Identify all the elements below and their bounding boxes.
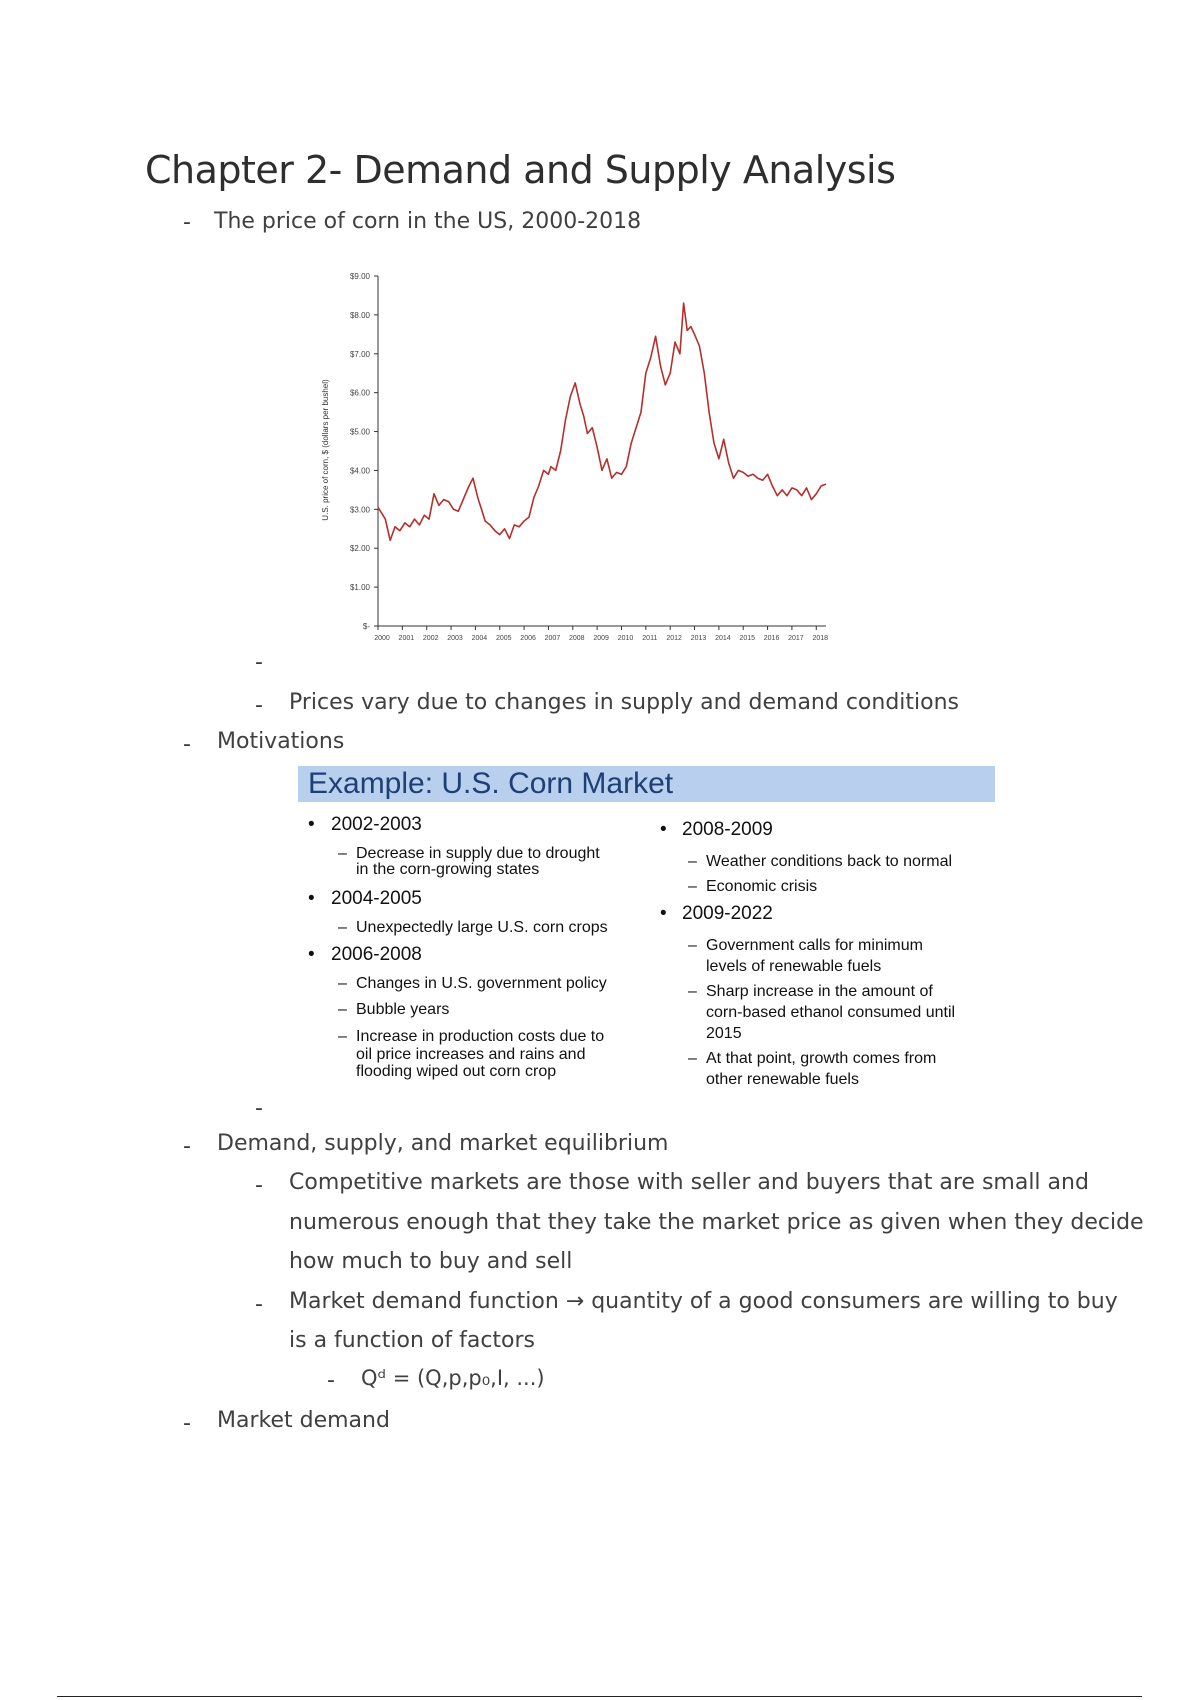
chart-x-tick-label: 2006 bbox=[520, 635, 536, 642]
bullet-dash: - bbox=[183, 1134, 191, 1159]
competitive-line-2: numerous enough that they take the market price as given when they decide bbox=[289, 1210, 1144, 1235]
chart-x-tick-label: 2010 bbox=[617, 635, 634, 642]
chart-x-ticks bbox=[374, 626, 828, 642]
chart-y-ticks bbox=[350, 272, 378, 631]
chart-x-tick-label: 2013 bbox=[690, 635, 707, 642]
chart-y-tick-label: $3.00 bbox=[349, 505, 370, 515]
slide-sub-glyph: – bbox=[338, 1001, 347, 1018]
bullet-dash: - bbox=[327, 1368, 335, 1393]
competitive-line-1: Competitive markets are those with seller and buyers that are small and bbox=[289, 1170, 1089, 1195]
empty-bullet-dash: - bbox=[255, 650, 263, 675]
slide-sub-glyph: – bbox=[688, 983, 697, 1000]
slide-bullet-glyph: • bbox=[308, 888, 315, 909]
chart-x-tick-label: 2011 bbox=[642, 635, 658, 642]
slide-item: At that point, growth comes from bbox=[706, 1050, 937, 1067]
slide-period-2004-2005: 2004-2005 bbox=[331, 888, 422, 909]
slide-item: Bubble years bbox=[356, 1001, 450, 1018]
chart-y-tick-label: $5.00 bbox=[349, 427, 370, 437]
slide-item: Unexpectedly large U.S. corn crops bbox=[356, 919, 608, 936]
slide-period-2002-2003: 2002-2003 bbox=[331, 814, 422, 835]
bullet-motivations: Motivations bbox=[217, 729, 345, 754]
chart-y-tick-label: $2.00 bbox=[349, 544, 370, 554]
chart-x-tick-label: 2009 bbox=[593, 635, 609, 642]
chart-y-axis-label: U.S. price of corn, $ (dollars per bushel) bbox=[321, 379, 330, 521]
chart-x-tick-label: 2012 bbox=[666, 635, 682, 642]
chart-x-tick-label: 2007 bbox=[544, 635, 561, 642]
chart-y-tick-label: $7.00 bbox=[349, 349, 370, 359]
slide-sub-glyph: – bbox=[688, 853, 697, 870]
slide-bullet-glyph: • bbox=[308, 944, 315, 965]
slide-sub-glyph: – bbox=[338, 975, 347, 992]
chart-x-tick-label: 2000 bbox=[374, 635, 390, 642]
slide-period-2008-2009: 2008-2009 bbox=[682, 819, 773, 840]
slide-item: Increase in production costs due to bbox=[356, 1028, 605, 1045]
slide-sub-glyph: – bbox=[338, 845, 347, 862]
chart-series bbox=[378, 303, 826, 540]
corn-price-chart bbox=[310, 260, 840, 650]
bullet-dsme: Demand, supply, and market equilibrium bbox=[217, 1131, 669, 1156]
slide-item: Weather conditions back to normal bbox=[706, 853, 953, 870]
chart-x-tick-label: 2002 bbox=[422, 635, 439, 642]
slide-sub-glyph: – bbox=[688, 878, 697, 895]
slide-item: oil price increases and rains and bbox=[356, 1046, 586, 1063]
demand-function-line-2: is a function of factors bbox=[289, 1328, 536, 1353]
slide-title: Example: U.S. Corn Market bbox=[308, 767, 674, 800]
slide-item: levels of renewable fuels bbox=[706, 958, 882, 975]
slide-sub-glyph: – bbox=[338, 1028, 347, 1045]
slide-item: corn-based ethanol consumed until bbox=[706, 1004, 956, 1021]
chart-y-tick-label: $1.00 bbox=[349, 583, 370, 593]
chart-y-tick-label: $8.00 bbox=[349, 310, 370, 320]
page-bottom-rule bbox=[57, 1696, 1142, 1697]
bullet-corn-price: The price of corn in the US, 2000-2018 bbox=[214, 209, 642, 234]
chart-x-tick-label: 2014 bbox=[715, 635, 731, 642]
chart-x-tick-label: 2005 bbox=[495, 635, 512, 642]
slide-title-band bbox=[298, 766, 995, 802]
chart-x-tick-label: 2004 bbox=[471, 635, 488, 642]
chart-x-tick-label: 2016 bbox=[763, 635, 780, 642]
bullet-market-demand: Market demand bbox=[217, 1408, 390, 1433]
slide-item: Sharp increase in the amount of bbox=[706, 983, 933, 1000]
slide-item: in the corn-growing states bbox=[356, 861, 540, 878]
slide-bullet-glyph: • bbox=[660, 903, 667, 924]
demand-formula: Qᵈ = (Q,p,p₀,I, ...) bbox=[361, 1366, 545, 1390]
slide-period-2006-2008: 2006-2008 bbox=[331, 944, 422, 965]
chart-y-tick-label: $6.00 bbox=[349, 388, 370, 398]
chart-x-tick-label: 2015 bbox=[739, 635, 756, 642]
slide-sub-glyph: – bbox=[688, 1050, 697, 1067]
bullet-dash: - bbox=[183, 732, 191, 757]
slide-item: Government calls for minimum bbox=[706, 937, 923, 954]
chart-x-tick-label: 2001 bbox=[398, 635, 415, 642]
slide-item: flooding wiped out corn crop bbox=[356, 1063, 557, 1080]
page-title: Chapter 2- Demand and Supply Analysis bbox=[145, 148, 896, 192]
bullet-dash: - bbox=[183, 1411, 191, 1436]
slide-item: 2015 bbox=[706, 1025, 742, 1042]
bullet-prices-vary: Prices vary due to changes in supply and demand conditions bbox=[289, 690, 960, 715]
chart-x-tick-label: 2017 bbox=[788, 635, 804, 642]
competitive-line-3: how much to buy and sell bbox=[289, 1249, 573, 1274]
slide-item: Economic crisis bbox=[706, 878, 818, 895]
slide-bullet-glyph: • bbox=[660, 819, 667, 840]
bullet-dash: - bbox=[255, 1292, 263, 1317]
chart-x-tick-label: 2018 bbox=[812, 635, 829, 642]
slide-item: Changes in U.S. government policy bbox=[356, 975, 607, 992]
slide-item: other renewable fuels bbox=[706, 1071, 859, 1088]
slide-item: Decrease in supply due to drought bbox=[356, 845, 600, 862]
slide-bullet-glyph: • bbox=[308, 814, 315, 835]
bullet-dash: - bbox=[255, 693, 263, 718]
chart-x-tick-label: 2003 bbox=[447, 635, 463, 642]
chart-axes bbox=[378, 276, 826, 626]
bullet-dash: - bbox=[255, 1173, 263, 1198]
chart-y-tick-label: $- bbox=[362, 622, 370, 631]
demand-function-line-1: Market demand function → quantity of a good consumers are willing to buy bbox=[289, 1289, 1118, 1314]
chart-series-line bbox=[378, 303, 826, 540]
empty-bullet-dash: - bbox=[255, 1096, 263, 1121]
chart-y-tick-label: $4.00 bbox=[349, 466, 370, 476]
bullet-dash: - bbox=[183, 210, 191, 235]
slide-sub-glyph: – bbox=[338, 919, 347, 936]
corn-market-slide bbox=[298, 766, 995, 1106]
chart-x-tick-label: 2008 bbox=[568, 635, 585, 642]
slide-sub-glyph: – bbox=[688, 937, 697, 954]
chart-y-tick-label: $9.00 bbox=[349, 272, 370, 281]
slide-period-2009-2022: 2009-2022 bbox=[682, 903, 773, 924]
